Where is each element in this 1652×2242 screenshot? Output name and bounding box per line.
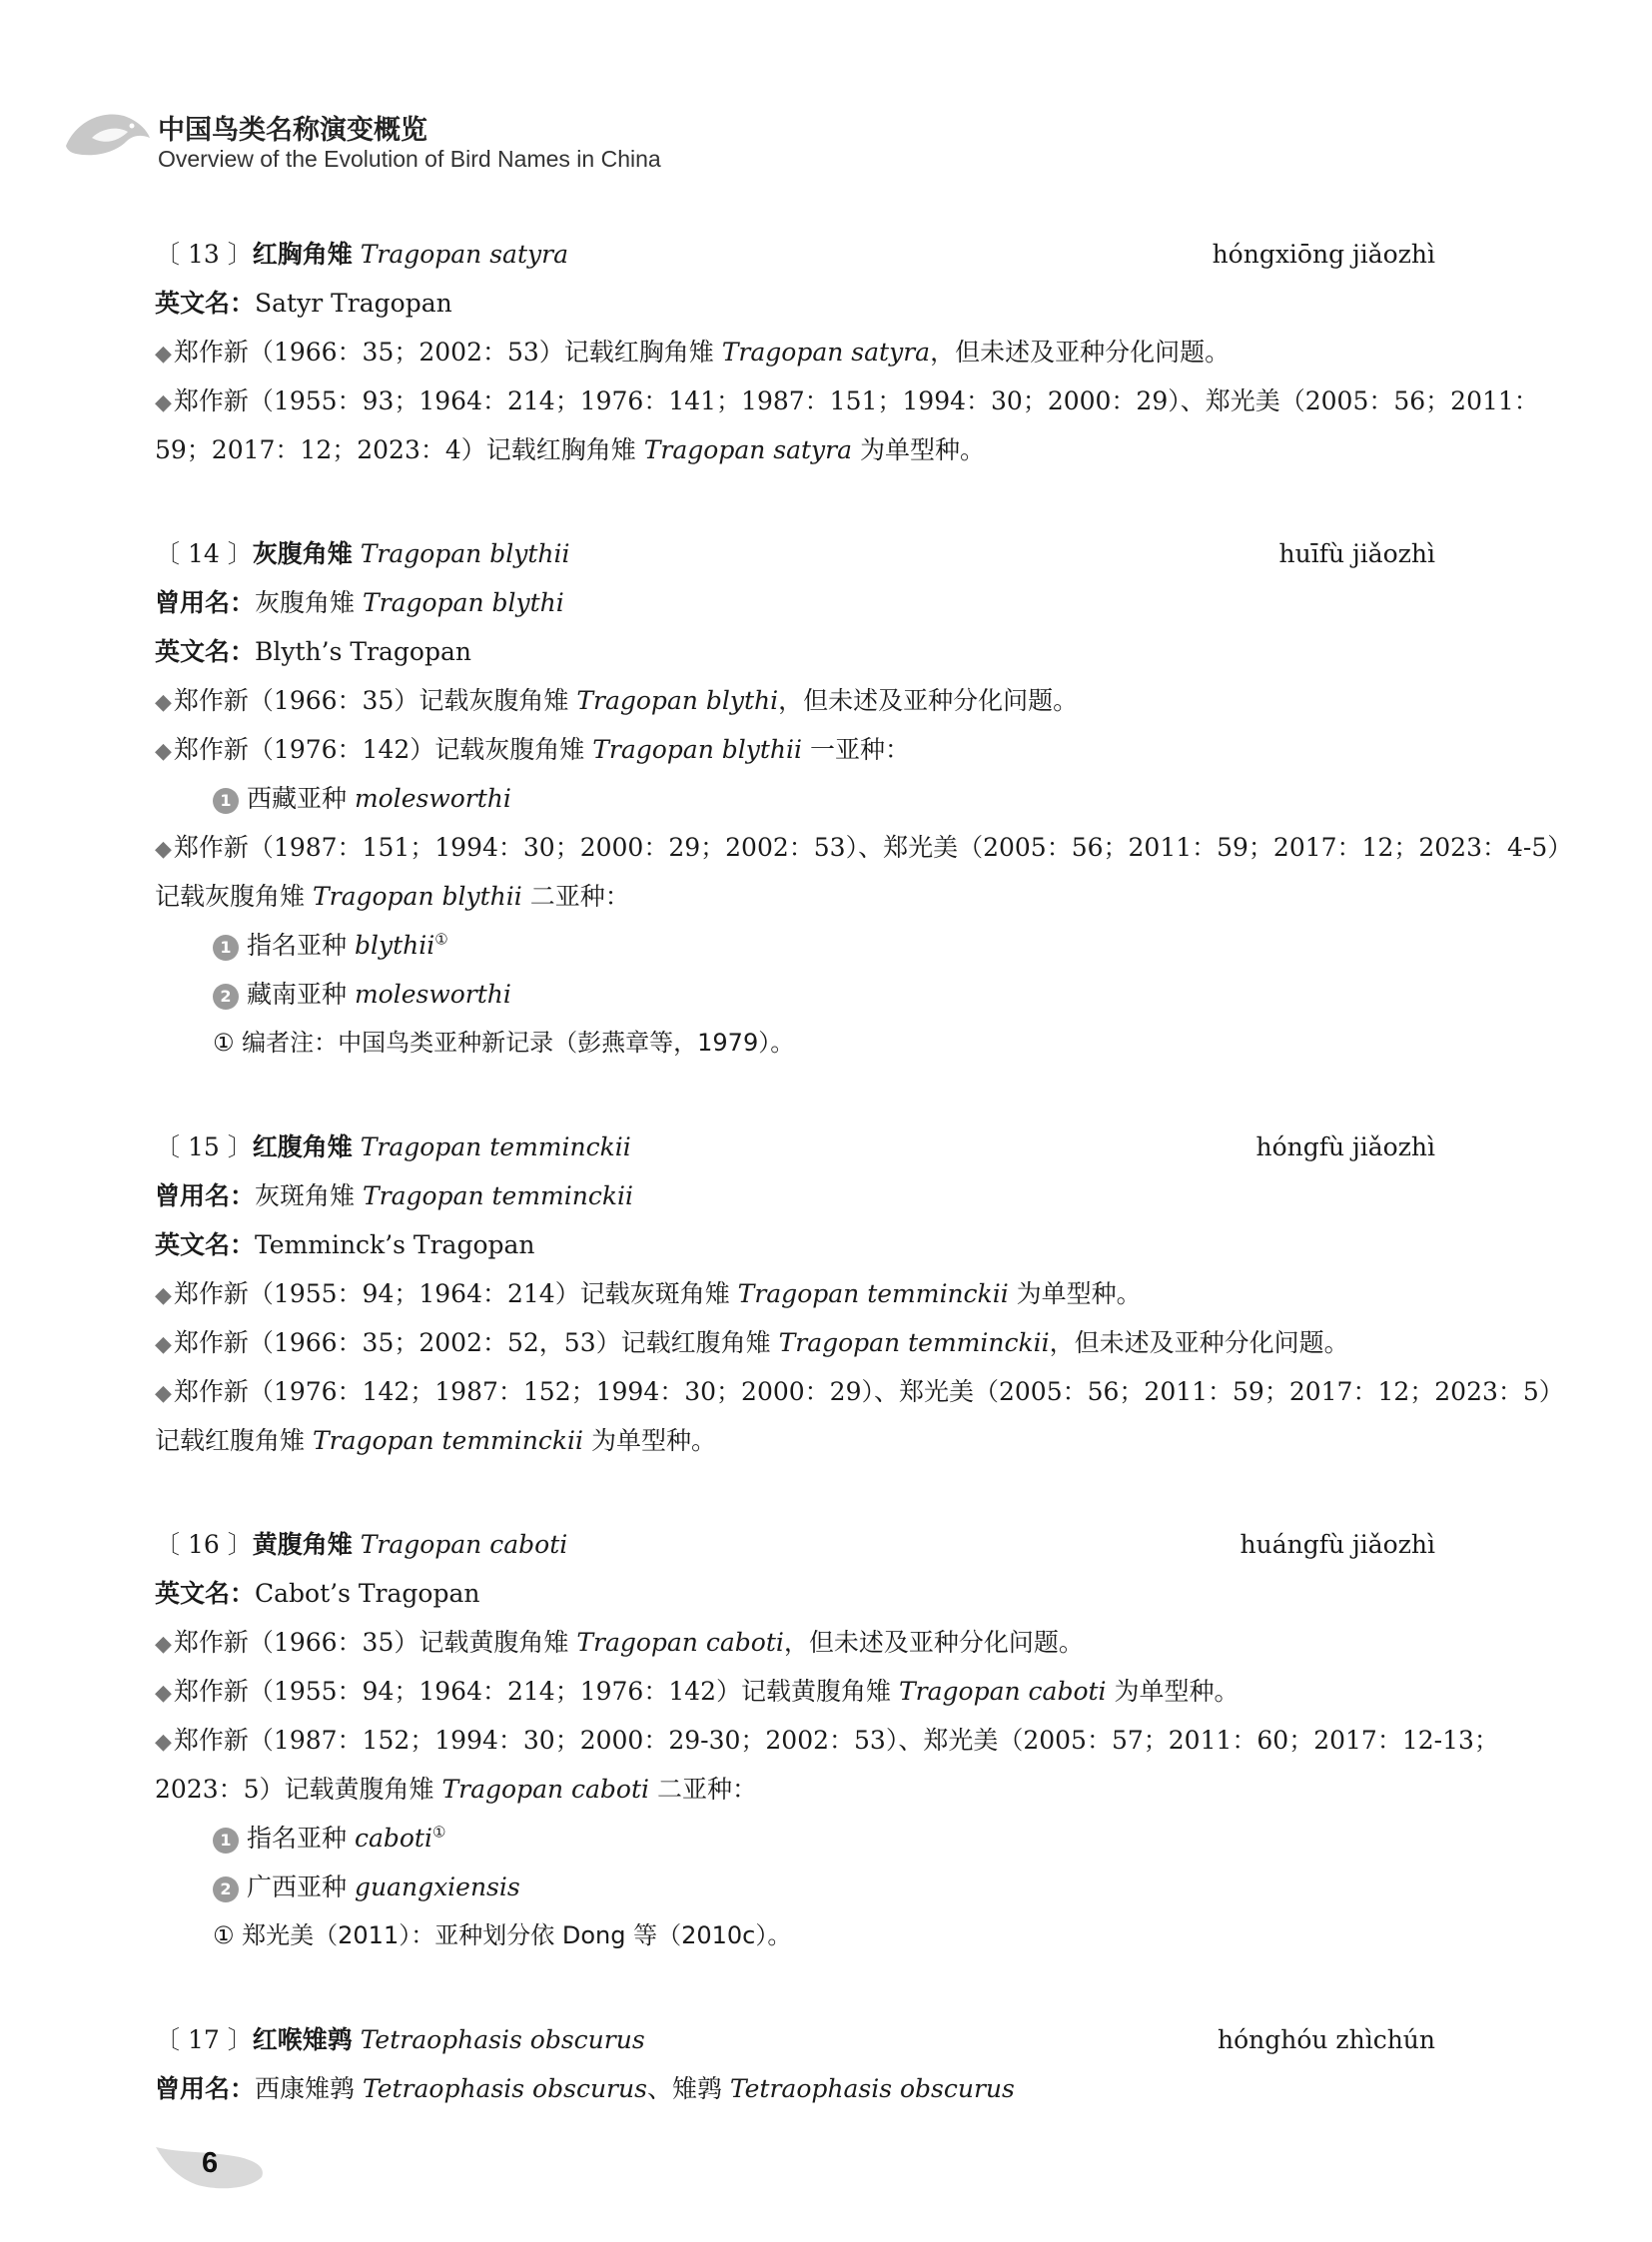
english-name: Blyth’s Tragopan: [255, 637, 471, 666]
record-sci-name: Tragopan caboti: [576, 1628, 784, 1657]
entry-name-cn: 红喉雉鹑: [252, 2025, 353, 2054]
english-name-line: [155, 1569, 1435, 1618]
diamond-bullet-icon: ◆: [155, 837, 172, 862]
record-line: [155, 328, 1435, 376]
former-name-cn: 灰斑角雉: [255, 1181, 363, 1210]
entry-number: 〔 17 〕: [155, 2025, 253, 2054]
record-sci-name: Tragopan temminckii: [778, 1328, 1050, 1357]
footnote: ① 郑光美（2011）：亚种划分依 Dong 等（2010c）。: [213, 1921, 792, 1949]
record-line: [155, 1667, 1435, 1716]
entry-number: 〔 15 〕: [155, 1132, 253, 1161]
record-line-continued: [155, 1416, 1435, 1465]
former-name-cn: 灰腹角雉: [255, 588, 363, 617]
former-name-sci: Tetraophasis obscurus: [362, 2074, 647, 2103]
record-text: 2023：5）记载黄腹角雉: [155, 1775, 442, 1804]
record-text: 郑作新（1955：94；1964：214）记载灰斑角雉: [173, 1279, 738, 1308]
diamond-bullet-icon: ◆: [155, 1332, 172, 1357]
record-sci-name: Tragopan caboti: [899, 1677, 1107, 1706]
diamond-bullet-icon: ◆: [155, 739, 172, 764]
record-text: 郑作新（1966：35）记载黄腹角雉: [173, 1628, 577, 1657]
diamond-bullet-icon: ◆: [155, 1632, 172, 1657]
entry-pinyin: hónghóu zhìchún: [1217, 2025, 1435, 2054]
entry-name-cn: 黄腹角雉: [252, 1530, 353, 1559]
diamond-bullet-icon: ◆: [155, 342, 172, 367]
record-text: ，但未述及亚种分化问题。: [778, 686, 1079, 715]
record-text: 郑作新（1966：35）记载灰腹角雉: [173, 686, 577, 715]
former-name-label: 曾用名：: [155, 2074, 256, 2103]
record-line-continued: [155, 1765, 1435, 1814]
record-sci-name: Tragopan blythi: [576, 686, 779, 715]
subspecies-name-cn: 广西亚种: [247, 1872, 355, 1901]
subspecies-name-sci: caboti: [354, 1824, 432, 1853]
record-text: 郑作新（1955：94；1964：214；1976：142）记载黄腹角雉: [173, 1677, 899, 1706]
footnote: ① 编者注：中国鸟类亚种新记录（彭燕章等，1979）。: [213, 1029, 795, 1057]
species-entry: [155, 2015, 1435, 2113]
subspecies-name-sci: molesworthi: [354, 980, 511, 1009]
record-text: ，但未述及亚种分化问题。: [930, 338, 1231, 367]
species-entry: [155, 1122, 1564, 1465]
subspecies-number-badge: 2: [213, 1876, 239, 1902]
record-text: 为单型种。: [852, 435, 985, 464]
record-text: 二亚种：: [521, 882, 630, 911]
entry-title: [155, 1520, 1435, 1569]
subspecies-name-cn: 指名亚种: [247, 1824, 355, 1853]
record-text: 二亚种：: [649, 1775, 757, 1804]
subspecies-name-sci: molesworthi: [354, 784, 511, 813]
diamond-bullet-icon: ◆: [155, 1283, 172, 1308]
record-sci-name: Tragopan satyra: [643, 435, 853, 464]
record-text: 记载红腹角雉: [155, 1426, 313, 1455]
record-line-continued: [155, 872, 1435, 921]
english-name-label: 英文名：: [155, 289, 256, 318]
record-sci-name: Tragopan caboti: [441, 1775, 650, 1804]
entry-title: [155, 230, 1435, 279]
subspecies-name-cn: 指名亚种: [247, 931, 355, 960]
subspecies-item: [155, 1814, 1435, 1863]
record-line: [155, 1618, 1435, 1667]
diamond-bullet-icon: ◆: [155, 390, 172, 415]
entry-title: [155, 529, 1435, 578]
english-name-label: 英文名：: [155, 1579, 256, 1608]
subspecies-item: [155, 970, 1435, 1019]
entry-name-sci: Tetraophasis obscurus: [360, 2025, 645, 2054]
record-line: [155, 676, 1435, 725]
record-text: ，但未述及亚种分化问题。: [783, 1628, 1084, 1657]
former-name-cn: 、雉鹑: [646, 2074, 730, 2103]
entry-pinyin: huángfù jiǎozhì: [1239, 1530, 1435, 1559]
record-text: ，但未述及亚种分化问题。: [1049, 1328, 1349, 1357]
former-name-sci: Tragopan blythi: [362, 588, 564, 617]
entry-pinyin: huīfù jiǎozhì: [1278, 539, 1435, 568]
diamond-bullet-icon: ◆: [155, 690, 172, 715]
record-text: 记载灰腹角雉: [155, 882, 313, 911]
record-line: [155, 1367, 1564, 1416]
record-line: [155, 376, 1539, 425]
record-text: 为单型种。: [1008, 1279, 1142, 1308]
english-name-label: 英文名：: [155, 637, 256, 666]
footnote-mark: ①: [431, 1823, 446, 1842]
subspecies-name-sci: blythii: [354, 931, 435, 960]
subspecies-item: [155, 921, 1435, 970]
subspecies-item: [155, 774, 1435, 823]
english-name: Cabot’s Tragopan: [255, 1579, 480, 1608]
subspecies-name-sci: guangxiensis: [354, 1872, 520, 1901]
former-name-sci: Tragopan temminckii: [362, 1181, 634, 1210]
record-sci-name: Tragopan temminckii: [737, 1279, 1009, 1308]
entry-number: 〔 13 〕: [155, 240, 253, 269]
subspecies-name-cn: 西藏亚种: [247, 784, 355, 813]
record-text: 为单型种。: [1106, 1677, 1239, 1706]
entry-name-cn: 灰腹角雉: [252, 539, 353, 568]
species-entry: [155, 1520, 1499, 1960]
bird-logo-icon: [62, 102, 154, 168]
record-text: 一亚种：: [802, 735, 910, 764]
record-line: [155, 1269, 1435, 1318]
entry-title: [155, 2015, 1435, 2064]
record-line: [155, 725, 1435, 774]
record-text: 59；2017：12；2023：4）记载红胸角雉: [155, 435, 644, 464]
former-name-line: [155, 578, 1435, 627]
english-name-line: [155, 1220, 1435, 1269]
english-name-line: [155, 627, 1435, 676]
entry-pinyin: hóngfù jiǎozhì: [1255, 1132, 1435, 1161]
species-entry: [155, 529, 1573, 1068]
record-text: 郑作新（1987：152；1994：30；2000：29-30；2002：53）、郑光美（2005：57；2011：60；2017：12-13；: [173, 1726, 1499, 1755]
entry-name-sci: Tragopan caboti: [360, 1530, 568, 1559]
former-name-cn: 西康雉鹑: [255, 2074, 363, 2103]
subspecies-number-badge: 2: [213, 984, 239, 1010]
record-text: 郑作新（1976：142；1987：152；1994：30；2000：29）、郑光美（2005：56；2011：59；2017：12；2023：5）: [173, 1377, 1564, 1406]
species-entry: [155, 230, 1539, 474]
record-sci-name: Tragopan temminckii: [312, 1426, 583, 1455]
entry-number: 〔 16 〕: [155, 1530, 253, 1559]
entry-pinyin: hóngxiōng jiǎozhì: [1212, 240, 1435, 269]
page-footer: [150, 2137, 270, 2197]
entry-title: [155, 1122, 1435, 1171]
record-text: 为单型种。: [583, 1426, 716, 1455]
record-text: 郑作新（1987：151；1994：30；2000：29；2002：53）、郑光美（2005：56；2011：59；2017：12；2023：4-5）: [173, 833, 1573, 862]
english-name-label: 英文名：: [155, 1230, 256, 1259]
record-text: 郑作新（1955：93；1964：214；1976：141；1987：151；1994：30；2000：29）、郑光美（2005：56；2011：: [173, 386, 1539, 415]
diamond-bullet-icon: ◆: [155, 1681, 172, 1706]
entry-number: 〔 14 〕: [155, 539, 253, 568]
record-sci-name: Tragopan satyra: [721, 338, 931, 367]
page-content: [155, 230, 1573, 2168]
entry-name-sci: Tragopan blythii: [360, 539, 570, 568]
subspecies-number-badge: 1: [213, 788, 239, 814]
subspecies-number-badge: 1: [213, 935, 239, 961]
record-text: 郑作新（1976：142）记载灰腹角雉: [173, 735, 593, 764]
entry-name-sci: Tragopan temminckii: [360, 1132, 631, 1161]
former-name-line: [155, 1171, 1435, 1220]
page-number: 6: [202, 2147, 219, 2179]
subspecies-name-cn: 藏南亚种: [247, 980, 355, 1009]
former-name-sci: Tetraophasis obscurus: [729, 2074, 1015, 2103]
former-name-label: 曾用名：: [155, 588, 256, 617]
diamond-bullet-icon: ◆: [155, 1381, 172, 1406]
diamond-bullet-icon: ◆: [155, 1730, 172, 1755]
entry-name-sci: Tragopan satyra: [360, 240, 568, 269]
footnote-mark: ①: [434, 930, 448, 949]
entry-name-cn: 红胸角雉: [252, 240, 353, 269]
record-line: [155, 823, 1573, 872]
record-line: [155, 1716, 1499, 1765]
english-name: Satyr Tragopan: [255, 289, 452, 318]
record-text: 郑作新（1966：35；2002：52，53）记载红腹角雉: [173, 1328, 779, 1357]
entry-name-cn: 红腹角雉: [252, 1132, 353, 1161]
english-name-line: [155, 279, 1435, 328]
record-sci-name: Tragopan blythii: [312, 882, 522, 911]
running-header: [62, 96, 761, 186]
header-title-en: Overview of the Evolution of Bird Names in China: [158, 146, 661, 172]
record-sci-name: Tragopan blythii: [592, 735, 803, 764]
record-line-continued: [155, 425, 1435, 474]
former-name-label: 曾用名：: [155, 1181, 256, 1210]
english-name: Temminck’s Tragopan: [255, 1230, 535, 1259]
record-line: [155, 1318, 1435, 1367]
subspecies-item: [155, 1863, 1435, 1911]
subspecies-number-badge: 1: [213, 1828, 239, 1854]
record-text: 郑作新（1966：35；2002：53）记载红胸角雉: [173, 338, 722, 367]
header-title-cn: 中国鸟类名称演变概览: [158, 115, 427, 146]
former-name-line: [155, 2064, 1435, 2113]
